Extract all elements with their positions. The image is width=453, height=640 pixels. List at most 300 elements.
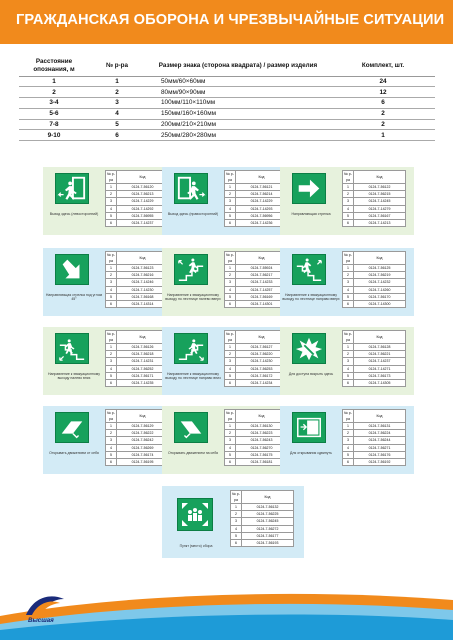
size-no-header: № р-ра <box>226 332 234 342</box>
size-no-cell: 3 <box>225 279 236 286</box>
codes-header <box>225 252 288 265</box>
size-no-cell: 5 <box>343 372 354 379</box>
code-cell: 0124-7-14293 <box>236 205 288 212</box>
code-cell: 0124-7-14233 <box>236 279 288 286</box>
table-row <box>343 451 406 458</box>
cell-set: 2 <box>331 108 435 119</box>
table-row <box>343 458 406 465</box>
code-cell: 0124-7-56216 <box>117 272 169 279</box>
codes-header <box>106 252 169 265</box>
codes-table <box>224 251 288 308</box>
code-cell: 0124-7-14234 <box>236 379 288 386</box>
break-to-access-icon <box>292 333 326 364</box>
push-door-icon <box>55 412 89 443</box>
cell-distance: 1 <box>19 76 89 87</box>
size-no-cell: 2 <box>225 191 236 198</box>
table-row <box>106 293 169 300</box>
table-row <box>106 198 169 205</box>
table-row <box>106 344 169 351</box>
codes-table <box>342 170 406 227</box>
sign-caption: Направление к эвакуационному выходу по лестнице налево вверх <box>165 293 221 302</box>
size-no-header: № р-ра <box>232 492 240 502</box>
sign-caption: Открывать движением на себя <box>167 451 219 455</box>
table-row <box>343 365 406 372</box>
size-no-header: № р-ра <box>344 332 352 342</box>
table-row <box>225 351 288 358</box>
codes-table <box>230 490 294 547</box>
code-cell: 0124-7-14237 <box>354 358 406 365</box>
exit-left-icon <box>55 173 89 204</box>
size-no-header: № р-ра <box>226 172 234 182</box>
stairs-up-right-icon <box>292 254 326 285</box>
cell-sign-size: 200мм/210×210мм <box>145 119 331 130</box>
size-no-cell: 2 <box>343 191 354 198</box>
table-row <box>106 365 169 372</box>
size-no-cell: 5 <box>343 212 354 219</box>
table-row <box>106 451 169 458</box>
cell-sign-size: 80мм/90×90мм <box>145 87 331 98</box>
table-row <box>106 358 169 365</box>
size-no-cell: 3 <box>343 437 354 444</box>
code-cell: 0124-7-56215 <box>354 191 406 198</box>
size-no-cell: 2 <box>343 272 354 279</box>
code-cell: 0124-7-56168 <box>117 293 169 300</box>
size-no-cell: 2 <box>343 430 354 437</box>
code-cell: 0124-7-56253 <box>236 365 288 372</box>
code-cell: 0124-7-14271 <box>354 365 406 372</box>
codes-table <box>105 409 169 466</box>
size-no-cell: 3 <box>231 518 242 525</box>
arrow-right-icon <box>292 173 326 204</box>
code-cell: 0124-7-14245 <box>354 198 406 205</box>
sign-card <box>280 406 414 474</box>
table-row <box>225 205 288 212</box>
table-row <box>343 265 406 272</box>
size-no-cell: 4 <box>343 365 354 372</box>
table-row <box>106 444 169 451</box>
code-cell: 0124-7-56171 <box>117 372 169 379</box>
size-no-cell: 3 <box>106 198 117 205</box>
code-cell: 0124-7-56956 <box>236 212 288 219</box>
codes-header <box>106 410 169 423</box>
logo-text: Высшая <box>28 617 54 624</box>
table-row <box>225 437 288 444</box>
code-cell: 0124-7-56131 <box>354 423 406 430</box>
codes-header <box>343 331 406 344</box>
sign-caption: Пункт (место) сбора <box>179 544 213 548</box>
exit-right-icon <box>174 173 208 204</box>
codes-header <box>225 331 288 344</box>
code-cell: 0124-7-14246 <box>117 279 169 286</box>
table-row <box>106 265 169 272</box>
codes-table <box>342 409 406 466</box>
sign-card <box>162 167 296 235</box>
code-cell: 0124-7-56244 <box>354 437 406 444</box>
table-row <box>106 300 169 307</box>
code-cell: 0124-7-56213 <box>117 191 169 198</box>
code-cell: 0124-7-56195 <box>117 458 169 465</box>
table-row <box>19 87 435 98</box>
table-row <box>343 272 406 279</box>
cell-set: 12 <box>331 87 435 98</box>
code-cell: 0124-7-56271 <box>354 444 406 451</box>
table-row <box>225 286 288 293</box>
cell-set: 2 <box>331 119 435 130</box>
code-cell: 0124-7-14230 <box>236 358 288 365</box>
code-header: Код <box>354 410 406 423</box>
sign-caption: Для открывания сдвинуть <box>290 451 332 455</box>
code-cell: 0124-7-56122 <box>354 184 406 191</box>
code-cell: 0124-7-56270 <box>236 444 288 451</box>
code-cell: 0124-7-14232 <box>354 279 406 286</box>
sign-caption: Направляющая стрелка <box>291 212 331 216</box>
code-cell: 0124-7-56172 <box>236 372 288 379</box>
size-no-cell: 3 <box>106 279 117 286</box>
code-cell: 0124-7-56177 <box>242 532 294 539</box>
table-row <box>106 212 169 219</box>
code-header: Код <box>236 410 288 423</box>
code-cell: 0124-7-56175 <box>236 451 288 458</box>
code-cell: 0124-7-56218 <box>117 351 169 358</box>
code-cell: 0124-7-14229 <box>117 198 169 205</box>
cell-sign-size: 150мм/160×160мм <box>145 108 331 119</box>
size-no-cell: 1 <box>343 344 354 351</box>
size-no-cell: 6 <box>231 539 242 546</box>
size-no-cell: 3 <box>343 198 354 205</box>
codes-header <box>106 171 169 184</box>
codes-header <box>343 252 406 265</box>
table-row <box>106 286 169 293</box>
code-cell: 0124-7-14260 <box>354 286 406 293</box>
sign-card <box>280 248 414 316</box>
size-no-cell: 5 <box>106 212 117 219</box>
size-no-cell: 4 <box>225 205 236 212</box>
code-header: Код <box>354 252 406 265</box>
size-no-cell: 2 <box>225 272 236 279</box>
code-cell: 0124-7-14314 <box>117 300 169 307</box>
codes-header <box>343 410 406 423</box>
code-cell: 0124-7-14231 <box>117 358 169 365</box>
table-row <box>225 293 288 300</box>
code-cell: 0124-7-14292 <box>117 205 169 212</box>
size-no-cell: 1 <box>225 344 236 351</box>
code-header: Код <box>236 252 288 265</box>
code-header: Код <box>117 171 169 184</box>
size-no-header: № р-ра <box>107 253 115 263</box>
cell-distance: 5-6 <box>19 108 89 119</box>
code-cell: 0124-7-56269 <box>117 444 169 451</box>
table-row <box>231 511 294 518</box>
table-row <box>343 219 406 226</box>
size-no-cell: 1 <box>225 265 236 272</box>
table-row <box>106 379 169 386</box>
size-no-cell: 4 <box>225 365 236 372</box>
sign-card <box>43 327 177 395</box>
codes-table <box>342 251 406 308</box>
cell-size-no: 3 <box>89 98 145 109</box>
code-header: Код <box>117 331 169 344</box>
code-header: Код <box>354 331 406 344</box>
size-no-header: № р-ра <box>107 172 115 182</box>
table-row <box>225 198 288 205</box>
sign-card <box>162 248 296 316</box>
code-cell: 0124-7-14257 <box>236 286 288 293</box>
table-row <box>106 351 169 358</box>
cell-sign-size: 250мм/280×280мм <box>145 130 331 141</box>
codes-table <box>105 170 169 227</box>
brand-logo <box>20 589 70 629</box>
table-row <box>106 458 169 465</box>
cell-set: 6 <box>331 98 435 109</box>
size-no-cell: 1 <box>225 184 236 191</box>
table-row <box>343 293 406 300</box>
table-row <box>225 372 288 379</box>
code-cell: 0124-7-56252 <box>117 365 169 372</box>
size-no-cell: 6 <box>343 219 354 226</box>
arrow-diagonal-icon <box>55 254 89 285</box>
cell-size-no: 1 <box>89 76 145 87</box>
cell-sign-size: 100мм/110×110мм <box>145 98 331 109</box>
code-cell: 0124-7-56126 <box>117 344 169 351</box>
table-row <box>106 205 169 212</box>
code-cell: 0124-7-56220 <box>236 351 288 358</box>
codes-table <box>224 409 288 466</box>
table-row <box>19 76 435 87</box>
code-cell: 0124-7-14300 <box>354 300 406 307</box>
code-cell: 0124-7-56193 <box>242 539 294 546</box>
code-cell: 0124-7-14301 <box>236 300 288 307</box>
table-row <box>343 437 406 444</box>
code-cell: 0124-7-56245 <box>242 518 294 525</box>
code-header: Код <box>236 331 288 344</box>
table-row <box>106 423 169 430</box>
table-row <box>343 205 406 212</box>
size-no-cell: 5 <box>106 451 117 458</box>
code-cell: 0124-7-56181 <box>236 458 288 465</box>
size-no-header: № р-ра <box>226 411 234 421</box>
table-row <box>343 444 406 451</box>
table-row <box>225 219 288 226</box>
sign-card <box>280 327 414 395</box>
header-bar <box>0 0 453 44</box>
size-no-cell: 5 <box>225 212 236 219</box>
code-cell: 0124-7-56219 <box>354 272 406 279</box>
codes-table <box>105 251 169 308</box>
code-cell: 0124-7-14279 <box>354 205 406 212</box>
sign-card <box>280 167 414 235</box>
cell-size-no: 2 <box>89 87 145 98</box>
code-cell: 0124-7-56217 <box>236 272 288 279</box>
table-row <box>343 184 406 191</box>
table-row <box>225 423 288 430</box>
size-no-cell: 2 <box>106 351 117 358</box>
size-no-cell: 1 <box>106 344 117 351</box>
page-title: ГРАЖДАНСКАЯ ОБОРОНА И ЧРЕЗВЫЧАЙНЫЕ СИТУАЦИИ <box>16 12 445 28</box>
code-cell: 0124-7-56192 <box>354 458 406 465</box>
cell-set: 1 <box>331 130 435 141</box>
table-row <box>343 423 406 430</box>
size-no-cell: 4 <box>225 444 236 451</box>
table-row <box>343 191 406 198</box>
table-row <box>343 344 406 351</box>
sign-card <box>43 167 177 235</box>
size-no-cell: 4 <box>225 286 236 293</box>
codes-table <box>224 330 288 387</box>
size-no-cell: 5 <box>225 451 236 458</box>
table-row <box>19 98 435 109</box>
codes-table <box>224 170 288 227</box>
table-row <box>343 351 406 358</box>
table-row <box>225 451 288 458</box>
cell-sign-size: 50мм/60×60мм <box>145 76 331 87</box>
code-cell: 0124-7-56955 <box>117 212 169 219</box>
code-cell: 0124-7-55924 <box>236 265 288 272</box>
col-size-no: № р-ра <box>89 56 145 76</box>
size-no-cell: 1 <box>106 423 117 430</box>
table-row <box>225 344 288 351</box>
sign-caption: Направление к эвакуационному выходу по лестнице направо вверх <box>282 293 340 302</box>
code-header: Код <box>354 171 406 184</box>
size-no-cell: 5 <box>106 372 117 379</box>
size-no-cell: 6 <box>225 219 236 226</box>
table-row <box>225 379 288 386</box>
code-cell: 0124-7-56272 <box>242 525 294 532</box>
table-row <box>231 539 294 546</box>
size-no-cell: 5 <box>231 532 242 539</box>
stairs-down-left-icon <box>55 333 89 364</box>
cell-size-no: 4 <box>89 108 145 119</box>
code-cell: 0124-7-56127 <box>236 344 288 351</box>
sign-card <box>162 486 304 558</box>
code-header: Код <box>242 491 294 504</box>
size-no-cell: 4 <box>106 365 117 372</box>
table-row <box>343 286 406 293</box>
size-no-cell: 5 <box>343 293 354 300</box>
table-row <box>225 458 288 465</box>
code-cell: 0124-7-56223 <box>236 430 288 437</box>
assembly-point-icon <box>177 498 213 531</box>
sign-card <box>43 406 177 474</box>
table-row <box>343 300 406 307</box>
size-no-cell: 3 <box>225 437 236 444</box>
size-no-header: № р-ра <box>107 332 115 342</box>
code-cell: 0124-7-14235 <box>117 379 169 386</box>
size-no-cell: 4 <box>106 286 117 293</box>
codes-header <box>106 331 169 344</box>
cell-distance: 9-10 <box>19 130 89 141</box>
table-row <box>343 358 406 365</box>
size-no-cell: 5 <box>225 372 236 379</box>
code-cell: 0124-7-14229 <box>236 198 288 205</box>
code-header: Код <box>236 171 288 184</box>
size-no-cell: 3 <box>106 358 117 365</box>
table-row <box>19 130 435 141</box>
code-cell: 0124-7-56169 <box>236 293 288 300</box>
table-row <box>106 430 169 437</box>
table-row <box>343 212 406 219</box>
sign-caption: Для доступа вскрыть здесь <box>288 372 334 376</box>
code-cell: 0124-7-56243 <box>236 437 288 444</box>
size-no-cell: 3 <box>225 358 236 365</box>
table-row <box>343 279 406 286</box>
table-row <box>19 119 435 130</box>
code-cell: 0124-7-56222 <box>117 430 169 437</box>
code-cell: 0124-7-14236 <box>236 219 288 226</box>
cell-distance: 7-8 <box>19 119 89 130</box>
size-no-header: № р-ра <box>344 172 352 182</box>
sign-card <box>43 248 177 316</box>
size-no-cell: 1 <box>343 265 354 272</box>
code-cell: 0124-7-56225 <box>242 511 294 518</box>
table-row <box>225 300 288 307</box>
size-no-cell: 1 <box>225 423 236 430</box>
stairs-down-right-icon <box>174 333 208 364</box>
code-cell: 0124-7-56170 <box>354 293 406 300</box>
size-no-cell: 3 <box>106 437 117 444</box>
cell-distance: 3-4 <box>19 98 89 109</box>
code-cell: 0124-7-56214 <box>236 191 288 198</box>
codes-header <box>343 171 406 184</box>
table-row <box>343 379 406 386</box>
code-cell: 0124-7-56221 <box>354 351 406 358</box>
size-no-header: № р-ра <box>344 411 352 421</box>
codes-header <box>231 491 294 504</box>
code-cell: 0124-7-56128 <box>354 344 406 351</box>
table-row <box>106 184 169 191</box>
codes-header <box>225 171 288 184</box>
col-set: Комплект, шт. <box>331 56 435 76</box>
codes-table <box>105 330 169 387</box>
size-no-cell: 3 <box>343 279 354 286</box>
size-no-cell: 6 <box>343 300 354 307</box>
size-no-header: № р-ра <box>107 411 115 421</box>
codes-header <box>225 410 288 423</box>
code-cell: 0124-7-56129 <box>117 423 169 430</box>
size-no-cell: 6 <box>106 219 117 226</box>
table-row <box>106 219 169 226</box>
size-no-cell: 6 <box>225 379 236 386</box>
size-no-cell: 4 <box>231 525 242 532</box>
size-no-cell: 2 <box>225 351 236 358</box>
code-cell: 0124-7-56242 <box>117 437 169 444</box>
size-no-cell: 6 <box>343 458 354 465</box>
table-row <box>231 525 294 532</box>
size-no-cell: 4 <box>343 286 354 293</box>
code-cell: 0124-7-56121 <box>236 184 288 191</box>
pull-door-icon <box>174 412 208 443</box>
table-row <box>225 184 288 191</box>
size-no-cell: 6 <box>106 300 117 307</box>
code-cell: 0124-7-14230 <box>117 286 169 293</box>
code-header: Код <box>117 410 169 423</box>
cell-distance: 2 <box>19 87 89 98</box>
table-row <box>225 272 288 279</box>
size-no-cell: 3 <box>225 198 236 205</box>
size-no-cell: 6 <box>106 379 117 386</box>
table-row <box>225 191 288 198</box>
sign-caption: Направление к эвакуационному выходу по лестнице направо вниз <box>165 372 221 381</box>
table-row <box>106 272 169 279</box>
code-cell: 0124-7-56125 <box>354 265 406 272</box>
size-no-cell: 4 <box>106 205 117 212</box>
codes-table <box>342 330 406 387</box>
size-no-cell: 3 <box>343 358 354 365</box>
size-no-cell: 4 <box>106 444 117 451</box>
table-row <box>225 430 288 437</box>
table-row <box>225 365 288 372</box>
size-no-header: № р-ра <box>226 253 234 263</box>
size-no-cell: 2 <box>106 191 117 198</box>
